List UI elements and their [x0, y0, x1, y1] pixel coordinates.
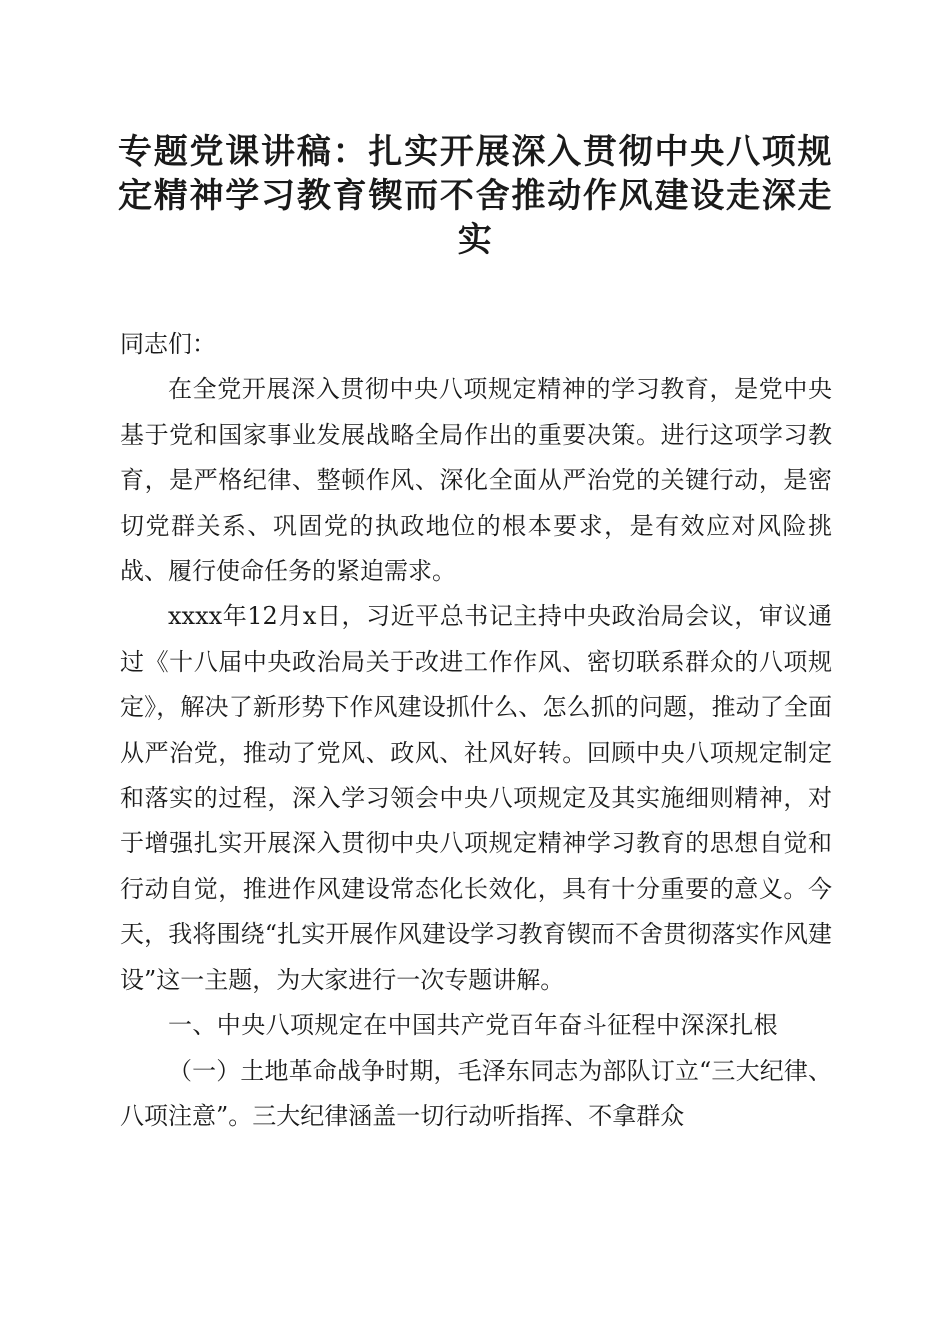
- section-heading: 一、中央八项规定在中国共产党百年奋斗征程中深深扎根: [168, 1011, 778, 1040]
- salutation: 同志们：: [120, 330, 216, 358]
- subsection-paragraph: （一）土地革命战争时期，毛泽东同志为部队订立“三大纪律、八项注意”。三大纪律涵盖一切行动听指挥、不拿群众: [120, 1056, 832, 1130]
- paragraph-intro: 在全党开展深入贯彻中央八项规定精神的学习教育，是党中央基于党和国家事业发展战略全局作出的重要决策。进行这项学习教育，是严格纪律、整顿作风、深化全面从严治党的关键行动，是密切党群关系、巩固党的执政地位的根本要求，是有效应对风险挑战、履行使命任务的紧迫需求。: [120, 375, 832, 586]
- document-title: 专题党课讲稿：扎实开展深入贯彻中央八项规定精神学习教育锲而不舍推动作风建设走深走实: [118, 132, 832, 260]
- paragraph-background: xxxx年12月x日，习近平总书记主持中央政治局会议，审议通过《十八届中央政治局关于改进工作作风、密切联系群众的八项规定》，解决了新形势下作风建设抓什么、怎么抓的问题，推动了全面从严治党，推动了党风、政风、社风好转。回顾中央八项规定制定和落实的过程，深入学习领会中央八项规定及其实施细则精神，对于增强扎实开展深入贯彻中央八项规定精神学习教育的思想自觉和行动自觉，推进作风建设常态化长效化，具有十分重要的意义。今天，我将围绕“扎实开展作风建设学习教育锲而不舍贯彻落实作风建设”这一主题，为大家进行一次专题讲解。: [120, 602, 832, 994]
- document-body: [120, 322, 832, 1139]
